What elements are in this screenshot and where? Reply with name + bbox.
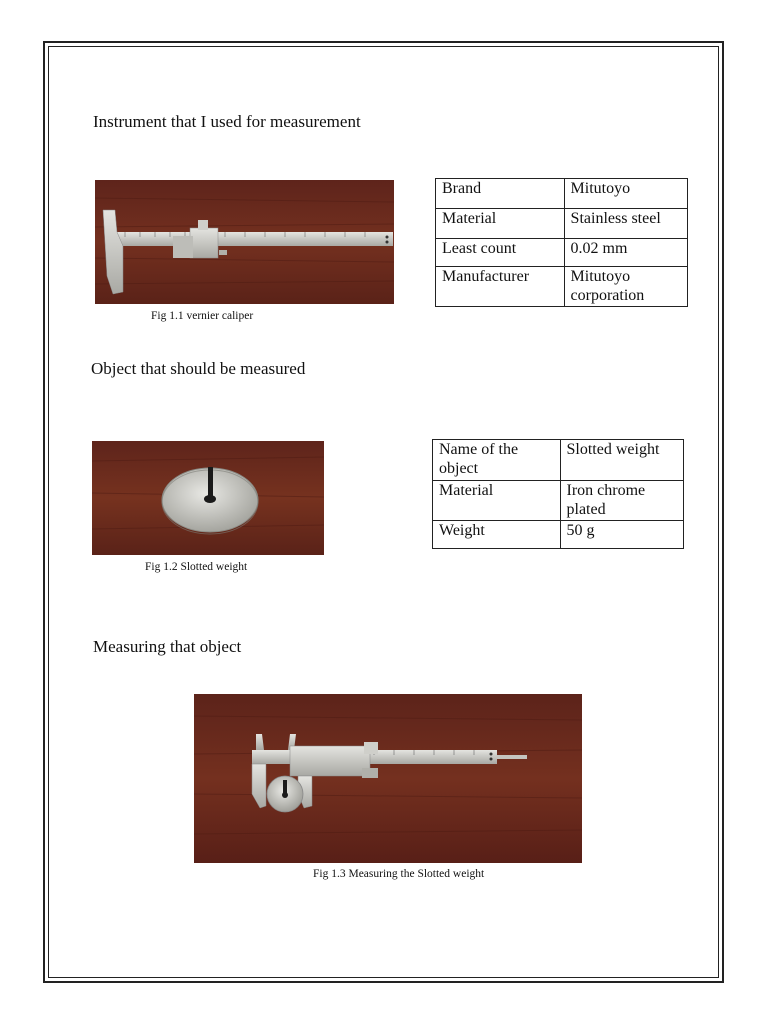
spec-value: Stainless steel	[564, 209, 687, 239]
instrument-heading: Instrument that I used for measurement	[93, 112, 361, 131]
spec-label: Brand	[436, 179, 565, 209]
spec-label: Weight	[433, 521, 561, 549]
object-spec-table	[432, 439, 684, 549]
spec-label: Material	[436, 209, 565, 239]
instrument-spec-table	[435, 178, 688, 307]
table-row	[436, 267, 688, 307]
slotted-weight-photo	[92, 441, 324, 555]
spec-value: Slotted weight	[560, 440, 684, 481]
spec-label: Name of the object	[433, 440, 561, 481]
measuring-weight-photo	[194, 694, 582, 863]
spec-value: Iron chrome plated	[560, 481, 684, 521]
vernier-caliper-photo	[95, 180, 394, 304]
instrument-caption: Fig 1.1 vernier caliper	[151, 310, 254, 322]
spec-label: Least count	[436, 239, 565, 267]
table-row	[433, 481, 684, 521]
spec-label: Material	[433, 481, 561, 521]
spec-value: Mitutoyo corporation	[564, 267, 687, 307]
object-heading: Object that should be measured	[91, 359, 306, 378]
measuring-caption: Fig 1.3 Measuring the Slotted weight	[313, 868, 485, 880]
table-row	[436, 209, 688, 239]
spec-value: 50 g	[560, 521, 684, 549]
spec-value: Mitutoyo	[564, 179, 687, 209]
spec-value: 0.02 mm	[564, 239, 687, 267]
table-row	[436, 179, 688, 209]
table-row	[433, 440, 684, 481]
object-caption: Fig 1.2 Slotted weight	[145, 561, 248, 573]
measuring-heading: Measuring that object	[93, 637, 242, 656]
table-row	[436, 239, 688, 267]
spec-label: Manufacturer	[436, 267, 565, 307]
table-row	[433, 521, 684, 549]
